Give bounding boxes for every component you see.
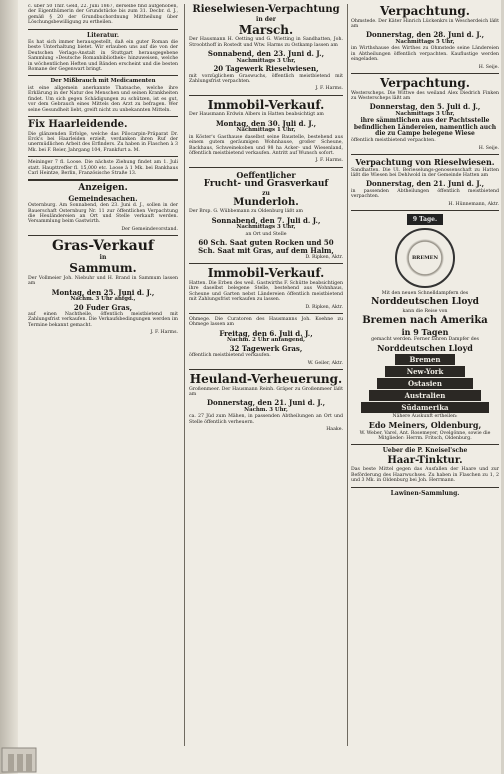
route-australien: Australien [369, 390, 481, 401]
heading-zu: zu [262, 189, 270, 197]
ohmege-tail: öffentlich meistbietend verkaufen. [189, 353, 271, 359]
heading-immobil-verkauf-2: Immobil-Verkauf. [207, 266, 325, 281]
divider [351, 154, 499, 155]
agent-text: W. Weber, Varel, Ant. Rosemeyer, Ovelgönne, sowie die Mitglieder: Herrm. Fritsch, Oldenburg. [359, 430, 491, 442]
immobil-text: Der Hausmann Erdwin Albers in Hatten beabsichtigt am [189, 112, 324, 118]
heading-sammum: Sammum. [69, 261, 137, 276]
divider [351, 487, 499, 488]
divider [28, 235, 178, 236]
heading-in-der: in der [256, 15, 276, 23]
verp2-items: ihre sämmtlichen aus der Pachtsstelle befindlichen Ländereien, namentlich auch die zu Campe belegene Wiese [353, 117, 497, 138]
heading-verpachtung-rieselwiesen: Verpachtung von Rieselwiesen. [355, 157, 495, 168]
route-newyork: New-York [385, 366, 465, 377]
divider [28, 29, 178, 30]
lloyd-text-2: gemacht werden. Ferner fahren Dampfer des [371, 337, 479, 343]
heading-in: in [99, 253, 107, 261]
divider [28, 75, 178, 76]
verp2-signature: H. Seije. [478, 145, 499, 151]
nine-days-label: 9 Tage. [407, 214, 443, 225]
divider [189, 167, 343, 168]
frucht-date: Sonnabend, den 7. Juli d. J., [211, 215, 321, 225]
tinktur-pre: Ueber die P. Kneisel'sche [382, 447, 468, 455]
literatur-text: Es hat sich immer herausgestellt, daß ein guter Roman die beste Unterhaltung bietet. Wir erlauben uns auf die von der Deutschen Verlags-Anstalt in Stuttgart herausgegebene Sammlung »Deutsche Romanbibliothek« hinzuweisen, welche in wöchentlichen Heften und Bänden erscheint und die besten Romane der Gegenwart bringt. [28, 39, 178, 72]
library-stamp-icon [0, 744, 40, 774]
column-rule-2 [347, 4, 348, 746]
heading-heuland: Heuland-Verheuerung. [189, 371, 343, 386]
heading-verpachtung-2: Verpachtung. [380, 76, 470, 91]
gemeinde-signature: Der Gemeindevorstand. [121, 226, 178, 232]
verp-time: Nachmittags 5 Uhr, [395, 38, 455, 45]
lloyd-text: kann die Reise von [402, 308, 448, 314]
divider [189, 95, 343, 96]
verp2-time: Nachmittags 3 Uhr, [395, 110, 455, 117]
heuland-text: Großenmeer. Der Hausmann Reinh. Gräper zu Großenmeer läßt am [189, 386, 343, 397]
heading-gras-verkauf: Gras-Verkauf [52, 238, 154, 255]
heading-norddeutscher-lloyd-2: Norddeutschen Lloyd [377, 343, 473, 354]
frucht-amount: 60 Sch. Saat guten Rocken und 50 Sch. Saat mit Gras, auf dem Halm, [198, 238, 334, 255]
riesel2-signature: H. Hünnemann, Aktr. [448, 201, 499, 207]
riesel2-date: Donnerstag, den 21. Juni d. J., [365, 179, 485, 189]
riesel-amount: 20 Tagewerk Rieselwiesen, [213, 64, 319, 74]
column-1 [28, 4, 178, 746]
divider [351, 444, 499, 445]
frucht-signature: D. Ripken, Aktr. [305, 254, 343, 260]
riesel2-text: Sandhatten. Die Ul. Berieselungs-genossenschaft zu Hatten läßt die Wiesen bei Dehlwold in der Gemeinde Hatten am [351, 167, 499, 178]
verp-signature: H. Seije. [478, 64, 499, 70]
verp2-tail: öffentlich meistbietend verpachten. [351, 138, 436, 144]
heading-marsch: Marsch. [238, 22, 294, 37]
heading-munderloh: Munderloh. [233, 196, 299, 208]
riesel-time: Nachmittags 3 Uhr, [236, 57, 296, 64]
divider [351, 210, 499, 211]
route-suedamerika: Südamerika [361, 402, 489, 413]
verp-tail: im Wirthshause des Wirthes zu Ohmstede seine Ländereien in Abtheilungen öffentlich verpachten. Kauflustige werden eingeladen. [351, 46, 499, 63]
heading-literatur: Literatur. [87, 31, 119, 39]
divider [189, 263, 343, 264]
gras-time: Nachm. 3 Uhr anfgd., [70, 295, 136, 302]
immobil-time: Nachmittags 1 Uhr, [236, 127, 296, 134]
riesel-date: Sonnabend, den 23. Juni d. J., [207, 49, 325, 59]
heading-oeffentlicher: Oeffentlicher [236, 169, 296, 180]
heading-agent: Edo Meiners, Oldenburg, [368, 420, 482, 431]
divider [189, 313, 343, 314]
divider [28, 156, 178, 157]
verp2-date: Donnerstag, den 5. Juli d. J., [369, 102, 481, 112]
riesel-text: Der Hausmann H. Oetting und G. Wietting in Sandhatten, Joh. Stroobthoff in Rostedt und Wtw. Harms zu Ostkamp lassen am [189, 37, 343, 48]
lavinen-sammlung: Lawinen-Sammlung. [390, 489, 460, 497]
gras-tail: auf einen Nachtheile, öffentlich meistbietend mit Zahlungsfrist verkaufen. Die Verkaufsbedingungen werden im Termine bekannt gemacht. [28, 311, 178, 328]
heuland-date: Donnerstag, den 21. Juni d. J., [206, 398, 326, 408]
heuland-signature: Haake. [326, 427, 343, 433]
heuland-time: Nachm. 3 Uhr, [244, 406, 288, 413]
immobil-date: Montag, den 30. Juli d. J., [215, 118, 317, 128]
column-3 [351, 4, 499, 746]
verp-date: Donnerstag, den 28. Juni d. J., [365, 30, 485, 40]
route-ostasien: Ostasien [377, 378, 473, 389]
gemeinde-text: Osternburg. Am Sonnabend, den 23. Juni d. J., sollen in der Bauerschaft Osternburg Nr. 11 zur öffentlichen Verpachtung die Heuländereien an Ort und Stelle verkauft werden. Versammlung beim Gastwirth. [28, 203, 178, 225]
riesel-tail: mit vorzüglichem Graswuchs, öffentlich meistbietend mit Zahlungsfrist verpachten. [189, 73, 343, 84]
lottery-text: Meininger 7 fl. Loose. Die nächste Ziehung findet am 1. Juli statt. Haupttreffer fl. 15,000 etc. Loose à 1 Mk. bei Bankhaus Carl Heintze, Berlin, Französische Straße 13. [28, 160, 178, 176]
verp2-text: Westerscheps. Die Wittwe des weiland Alex Diedrich Finken zu Westerscheps läßt am [351, 90, 499, 102]
gras-intro: Der Vollmeier Joh. Niebuhr und H. Brand in Sammum lassen am [28, 275, 178, 287]
divider [28, 116, 178, 117]
immobil2-text: Hatten. Die Erben des weil. Gastwirths F. Schütte beabsichtigen ihre daselbst belegene Stelle, bestehend aus Wohnhaus, Scheune und Garten nebst Ländereien öffentlich meistbietend mit Zahlungsfrist verkaufen zu lassen. [189, 280, 343, 303]
immobil-body: in Köster's Gasthause daselbst seine Baustelle, bestehend aus einem gutem geräumigen Wohnhause, großer Scheune, Backhaus, Schweinekoben und 98 ha Acker- und Wiesenland, öffentlich meistbietend verkaufen. Antritt auf Wunsch sofort. [189, 134, 343, 157]
tinktur-text: Das beste Mittel gegen das Ausfallen der Haare und zur Beförderung des Haarwuchses. Zu haben in Flaschen zu 1, 2 und 3 Mk. in Oldenburg bei Joh. Herrmann. [351, 467, 499, 484]
agent-intro: Nähere Auskunft ertheilen: [392, 413, 458, 419]
heading-norddeutscher-lloyd: Norddeutschen Lloyd [371, 297, 479, 308]
frucht-text: Der Brsp. G. Wübbemann zu Oldenburg läßt am [189, 209, 303, 215]
immobil-signature: J. F. Harms. [315, 158, 343, 164]
lloyd-intro: Mit den neuen Schnelldampfern des [381, 290, 469, 296]
lloyd-seal-icon [395, 228, 455, 288]
ohmege-text: Ohmege. Die Curatoren des Hausmanns Joh. Koehne zu Ohmege lassen am [189, 317, 343, 328]
heading-9-tagen: in 9 Tagen [401, 326, 449, 337]
ohmege-date: Freitag, den 6. Juli d. J., [219, 328, 313, 338]
heading-bremen-amerika: Bremen nach Amerika [362, 315, 488, 327]
frucht-time: Nachmittags 3 Uhr, [236, 224, 296, 231]
heading-fix-haarleidende: Fix Haarleidende. [28, 119, 128, 131]
riesel2-tail: in passenden Abtheilungen öffentlich meistbietend verpachten. [351, 188, 499, 200]
seal-text: BREMEN [411, 254, 439, 261]
nine-days-banner [351, 214, 499, 225]
heading-rieselwiesen: Rieselwiesen-Verpachtung [192, 4, 340, 15]
verp-text: Ohmstede. Der Käter Hinrich Lückenkrs in Wescherdeich läßt am [351, 18, 499, 29]
gras-date: Montag, den 25. Juni d. J., [51, 287, 155, 297]
heading-frucht-grasverkauf: Frucht- und Grasverkauf [203, 179, 329, 190]
heading-gemeindesachen: Gemeindesachen. [68, 193, 138, 203]
frucht-mid: an Ort und Stelle [245, 231, 287, 237]
ohmege-time: Nachm. 2 Uhr anfangend, [227, 337, 305, 344]
heading-missbrauch: Der Mißbrauch mit Medicamenten [50, 78, 156, 85]
immobil2-signature: D. Ripken, Aktr. [305, 304, 343, 310]
legal-notice-text: c. über 50 Thlr. Geld, 22. Juni 1867, derselbe find aufgehoben, der Eigenthümerin der Grundstücke bis zum 31. Decbr. d. J., gemäß § 20 der Grundbuchordnung Mittheilung über Löschungsbewilligung zu ertheilen. [28, 4, 178, 26]
route-bremen: Bremen [395, 354, 455, 365]
column-2 [189, 4, 343, 746]
divider [189, 369, 343, 370]
fix-text: Die glänzenden Erfolge, welche das Pilocarpin-Präparat Dr. Erck's bei Haarleiden erzielt, verdanken ihren Ruf der unermüdlichen Arbeit des Erfinders. Zu haben in Flaschen à 3 Mk. bei F. Reier, Jahrgang 104, Frankfurt a. M. [28, 131, 178, 153]
riesel-signature: J. F. Harms. [315, 86, 343, 92]
divider [28, 179, 178, 181]
binding-fold [0, 0, 18, 774]
ohmege-signature: W. Geiler, Aktr. [307, 360, 343, 366]
heading-immobil-verkauf: Immobil-Verkauf. [207, 97, 325, 112]
gras-signature: J. F. Harms. [150, 330, 178, 336]
gras-amount: 20 Fuder Gras, [73, 302, 133, 312]
column-rule-1 [184, 4, 185, 746]
heuland-tail: ca. 27 Jüd zum Mähen, in passenden Abtheilungen an Ort und Stelle öffentlich verheuern. [189, 414, 343, 425]
ohmege-amount: 32 Tagewerk Gras, [229, 343, 303, 353]
heading-verpachtung: Verpachtung. [380, 4, 470, 18]
divider [351, 73, 499, 74]
missbrauch-text: ist eine allgemein anerkannte Thatsache, welche ihre Erklärung in der Natur des Menschen und seinen Krankheiten findet. Um sich gegen Schädigungen zu schützen, ist es gut, vor dem Gebrauch eines Mittels den Arzt zu befragen. Wer seine Gesundheit liebt, greift nicht zu unbekannten Mitteln. [28, 86, 178, 113]
heading-haar-tinktur: Haar-Tinktur. [387, 454, 463, 466]
heading-anzeigen: Anzeigen. [78, 183, 128, 194]
